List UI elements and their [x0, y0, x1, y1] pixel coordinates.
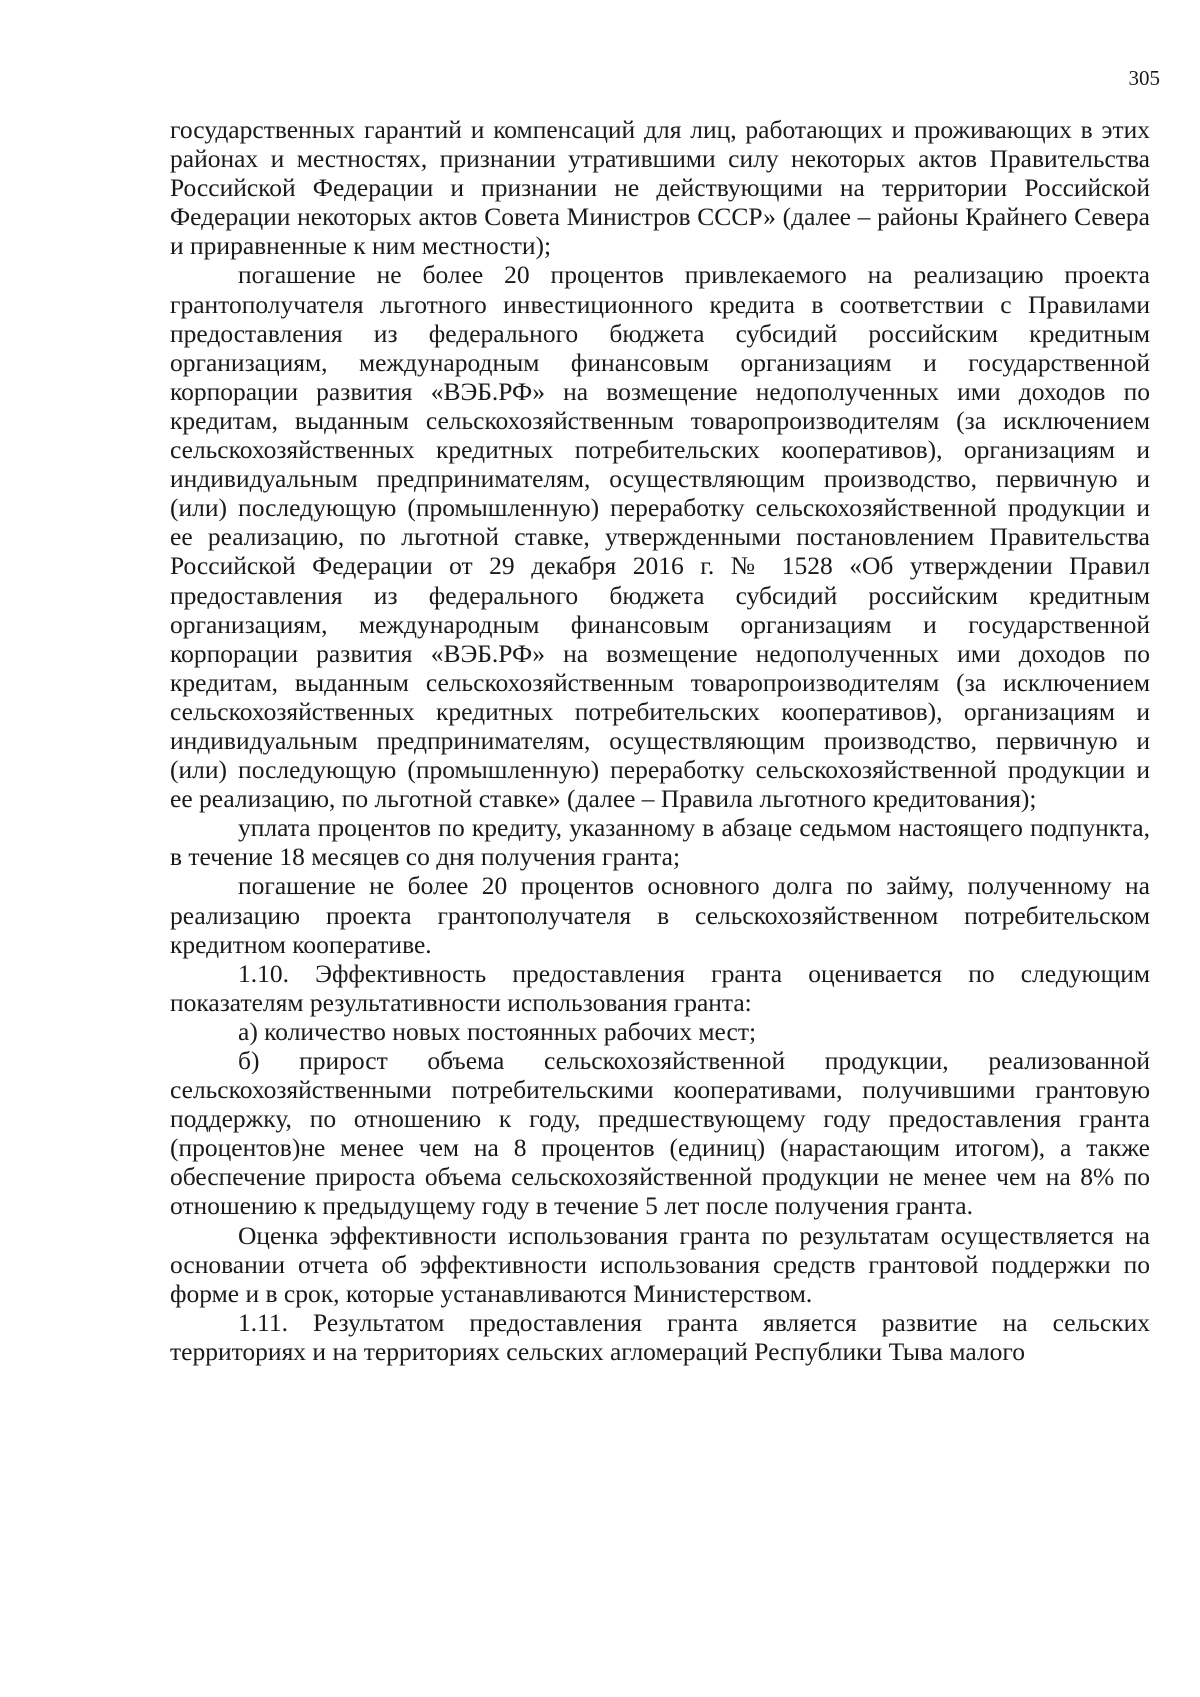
paragraph-section-1-11: 1.11. Результатом предоставления гранта является развитие на сельских территориях и на территориях сельских агломераций Республики Тыва малого	[170, 1307, 1150, 1366]
paragraph-evaluation: Оценка эффективности использования гранта по результатам осуществляется на основании отчета об эффективности использования средств грантовой поддержки по форме и в срок, которые устанавливаются Министерством.	[170, 1220, 1150, 1308]
paragraph-debt-repayment: погашение не более 20 процентов основного долга по займу, полученному на реализацию проекта грантополучателя в сельскохозяйственном потребительском кредитном кооперативе.	[170, 871, 1150, 959]
paragraph-loan-repayment: погашение не более 20 процентов привлекаемого на реализацию проекта грантополучателя льготного инвестиционного кредита в соответствии с Правилами предоставления из федерального бюджета субсидий российским кредитным организациям, международным финансовым организациям и государственной корпорации развития «ВЭБ.РФ» на возмещение недополученных ими доходов по кредитам, выданным сельскохозяйственным товаропроизводителям (за исключением сельскохозяйственных кредитных потребительских кооперативов), организациям и индивидуальным предпринимателям, осуществляющим производство, первичную и (или) последующую (промышленную) переработку сельскохозяйственной продукции и ее реализацию, по льготной ставке, утвержденными постановлением Правительства Российской Федерации от 29 декабря 2016 г. № 1528 «Об утверждении Правил предоставления из федерального бюджета субсидий российским кредитным организациям, международным финансовым организациям и государственной корпорации развития «ВЭБ.РФ» на возмещение недополученных ими доходов по кредитам, выданным сельскохозяйственным товаропроизводителям (за исключением сельскохозяйственных кредитных потребительских кооперативов), организациям и индивидуальным предпринимателям, осуществляющим производство, первичную и (или) последующую (промышленную) переработку сельскохозяйственной продукции и ее реализацию, по льготной ставке» (далее – Правила льготного кредитования);	[170, 260, 1150, 814]
paragraph-interest-payment: уплата процентов по кредиту, указанному в абзаце седьмом настоящего подпункта, в течение 18 месяцев со дня получения гранта;	[170, 813, 1150, 872]
paragraph-section-1-10: 1.10. Эффективность предоставления гранта оценивается по следующим показателям результативности использования гранта:	[170, 958, 1150, 1017]
paragraph-item-a: а) количество новых постоянных рабочих мест;	[238, 1016, 757, 1046]
paragraph-item-b: б) прирост объема сельскохозяйственной продукции, реализованной сельскохозяйственными потребительскими кооперативами, получившими грантовую поддержку, по отношению к году, предшествующему году предоставления гранта (процентов)не менее чем на 8 процентов (единиц) (нарастающим итогом), а также обеспечение прироста объема сельскохозяйственной продукции не менее чем на 8% по отношению к предыдущему году в течение 5 лет после получения гранта.	[170, 1046, 1150, 1221]
paragraph-continuation: государственных гарантий и компенсаций для лиц, работающих и проживающих в этих районах и местностях, признании утратившими силу некоторых актов Правительства Российской Федерации и признании не действующими на территории Российской Федерации некоторых актов Совета Министров СССР» (далее – районы Крайнего Севера и приравненные к ним местности);	[170, 115, 1150, 261]
document-body	[170, 115, 1150, 1366]
page-number: 305	[1128, 66, 1160, 90]
